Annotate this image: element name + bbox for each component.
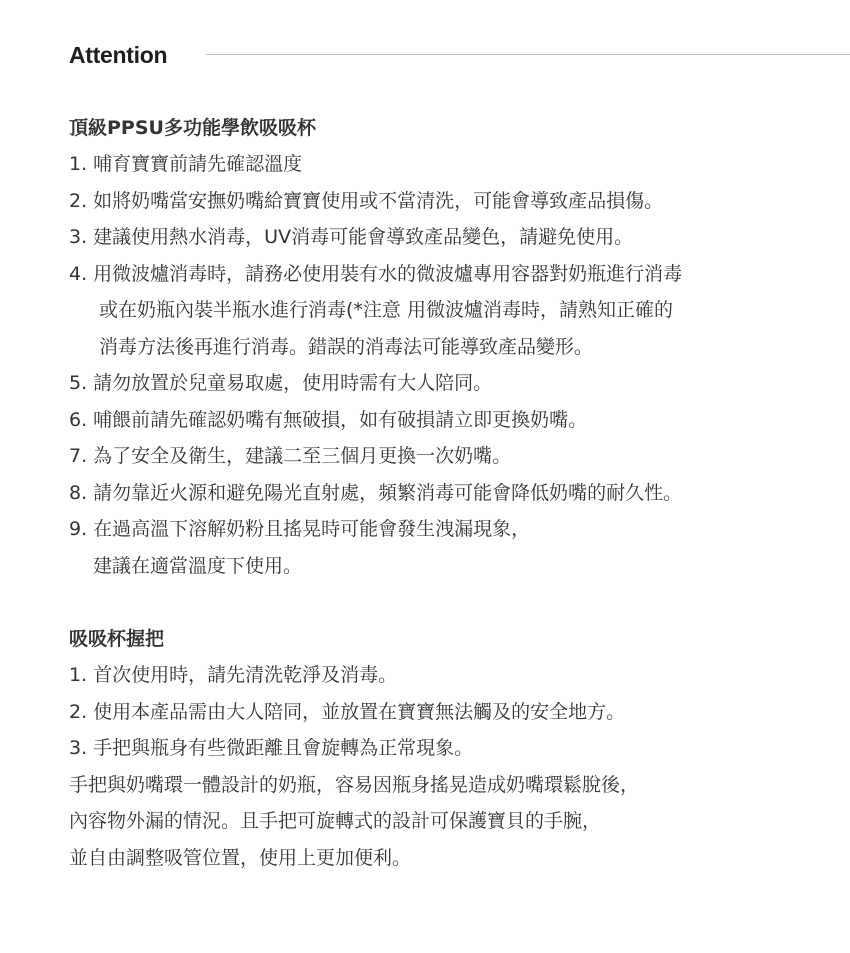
notice-item-4-continued: 或在奶瓶內裝半瓶水進行消毒(*注意 用微波爐消毒時，請熟知正確的 [99,299,673,321]
notice-item-3: 3. 建議使用熱水消毒，UV消毒可能會導致產品變色，請避免使用。 [69,226,634,248]
notice-item-4-continued: 消毒方法後再進行消毒。錯誤的消毒法可能導致產品變形。 [99,335,594,358]
notice-item-9: 9. 在過高溫下溶解奶粉且搖晃時可能會發生洩漏現象， [69,518,531,540]
handle-description-line: 並自由調整吸管位置，使用上更加便利。 [69,846,412,869]
notice-item-6: 6. 哺餵前請先確認奶嘴有無破損，如有破損請立即更換奶嘴。 [69,408,588,431]
handle-notice-section [69,621,829,876]
handle-item-2: 2. 使用本產品需由大人陪同，並放置在寶寶無法觸及的安全地方。 [69,700,626,723]
notice-item-7: 7. 為了安全及衛生，建議二至三個月更換一次奶嘴。 [69,445,512,467]
attention-header [69,38,850,72]
ppsu-cup-section-title: 頂級PPSU多功能學飲吸吸杯 [69,117,316,139]
notice-item-8: 8. 請勿靠近火源和避免陽光直射處，頻繁消毒可能會降低奶嘴的耐久性。 [69,481,683,504]
handle-item-1: 1. 首次使用時，請先清洗乾淨及消毒。 [69,664,398,686]
handle-item-3: 3. 手把與瓶身有些微距離且會旋轉為正常現象。 [69,737,474,759]
notice-item-5: 5. 請勿放置於兒童易取處，使用時需有大人陪同。 [69,372,493,394]
notice-item-4: 4. 用微波爐消毒時，請務必使用裝有水的微波爐專用容器對奶瓶進行消毒 [69,262,683,285]
handle-section-title: 吸吸杯握把 [69,628,165,650]
handle-description-line: 手把與奶嘴環一體設計的奶瓶，容易因瓶身搖晃造成奶嘴環鬆脫後， [69,773,640,796]
notice-item-2: 2. 如將奶嘴當安撫奶嘴給寶寶使用或不當清洗，可能會導致產品損傷。 [69,189,664,212]
header-divider [206,54,850,55]
notice-item-9-continued: 建議在適當溫度下使用。 [93,554,303,577]
ppsu-cup-notice-section [69,110,829,584]
notice-item-1: 1. 哺育寶寶前請先確認溫度 [69,153,303,175]
handle-description-line: 內容物外漏的情況。且手把可旋轉式的設計可保護寶貝的手腕， [69,810,602,832]
attention-title: Attention [69,42,168,68]
